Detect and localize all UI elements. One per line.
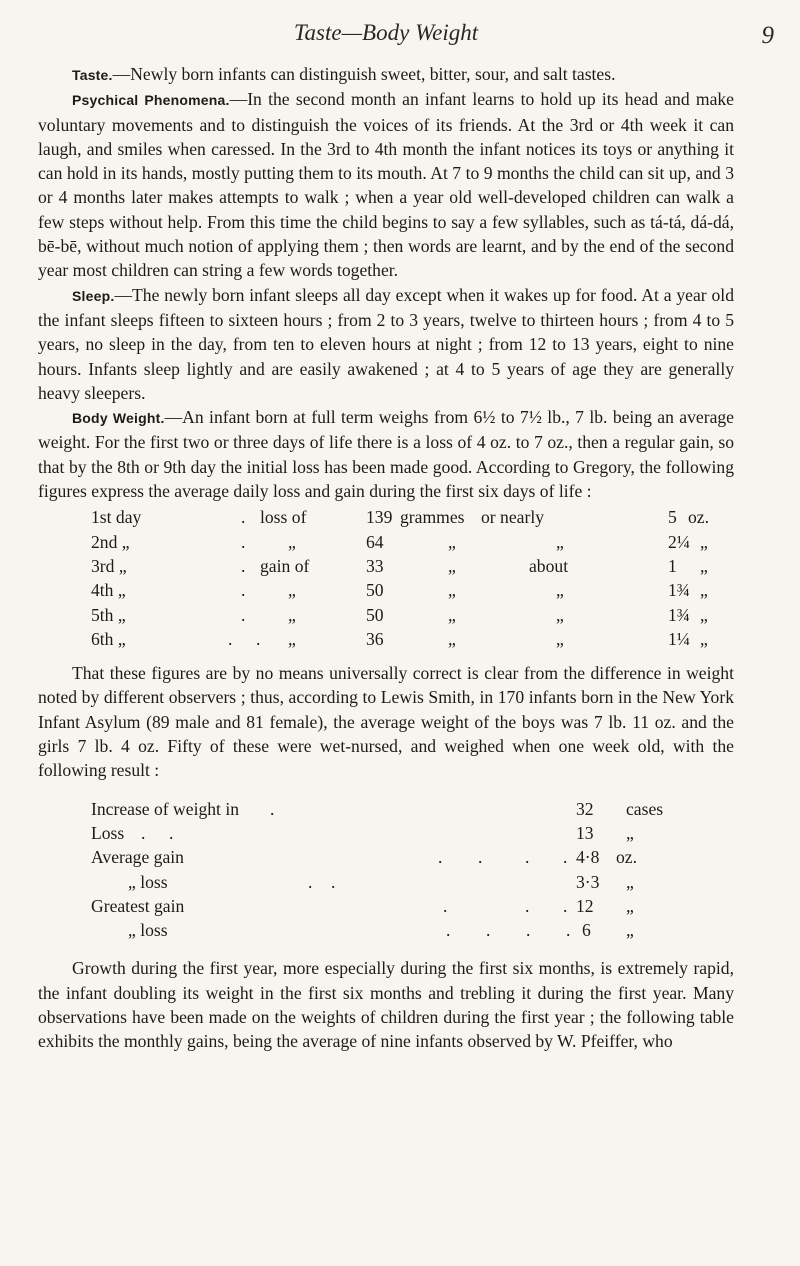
table-leader-dot: . [525,847,530,868]
psychical-paragraph [38,87,734,282]
table-leader-dot: . [256,628,261,649]
table-cell-oz-unit: „ [700,604,708,625]
table-row [38,505,734,529]
table-row [38,603,734,627]
lewis-smith-paragraph: That these figures are by no means universally correct is clear from the difference in weight noted by different observers ; thus, according to Lewis Smith, in 170 infants born in the New York Infant Asylum (89 male and 81 female), the average weight of the boys was 7 lb. 11 oz. and the girls 7 lb. 4 oz. Fifty of these were wet-nursed, and weighed when one week old, with the following result : [38,663,734,781]
table-cell-approx: „ [556,628,564,649]
table-cell-unit: grammes [400,507,465,528]
table-leader-dot: . [241,604,246,625]
table-cell-value: 12 [576,895,594,916]
table-cell-oz-unit: „ [700,531,708,552]
table-cell-grammes: 139 [366,507,393,528]
table-cell-day: 6th „ [91,628,126,649]
table-row [38,530,734,554]
table-row [38,894,734,918]
table-leader-dot: . [563,895,568,916]
table-cell-unit: cases [626,798,664,819]
psychical-text: —In the second month an infant learns to hold up its head and make voluntary movements and to distinguish the voices of its friends. At the 3rd or 4th week it can laugh, and smiles when caressed. In the 3rd to 4th month the infant notices its toys or anything it can hold in its hands, mostly putting them to its mouth. At 7 to 9 months the child can sit up, and 3 or 4 months later makes attempts to walk ; when a year old well-developed children can walk a few steps without help. From this time the child begins to say a few syllables, such as tá-tá, dá-dá, bē-bē, without much notion of applying them ; then words are learnt, and by the end of the second year most children can string a few words together. [38,89,734,281]
table-leader-dot: . [241,531,246,552]
growth-paragraph: Growth during the first year, more especially during the first six months, is extremely rapid, the infant doubling its weight in the first six months and trebling it during the first year. Many observations have been made on the weights of children during the first year ; the following table exhibits the monthly gains, being the average of nine infants observed by W. Pfeiffer, who [38,958,734,1052]
table-cell-label: Increase of weight in [91,798,240,819]
table-leader-dot: . [443,895,448,916]
table-cell-unit: „ [448,531,456,552]
table-cell-unit: „ [626,871,634,892]
table-cell-day: 2nd „ [91,531,130,552]
table-row [38,918,734,942]
table-cell-unit: „ [448,580,456,601]
table-leader-dot: . [525,895,530,916]
table-leader-dot: . [169,822,174,843]
running-title: Taste—Body Weight [293,20,479,45]
table-leader-dot: . [566,920,571,941]
table-cell-day: 1st day [91,507,142,528]
taste-heading: Taste. [72,67,113,83]
table-cell-value: 32 [576,798,594,819]
sleep-paragraph [38,283,734,405]
taste-paragraph [38,62,734,87]
table-cell-grammes: 33 [366,555,384,576]
table-cell-oz: 1¾ [668,580,690,601]
table-cell-approx: about [529,555,569,576]
table-cell-change: gain of [260,555,310,576]
table-row [38,870,734,894]
table-cell-oz-unit: oz. [688,507,710,528]
table-cell-oz-unit: „ [700,628,708,649]
table-cell-value: 3·3 [576,871,600,892]
table-cell-oz: 1 [668,555,677,576]
table-leader-dot: . [270,798,275,819]
table-cell-approx: „ [556,580,564,601]
sleep-text: —The newly born infant sleeps all day except when it wakes up for food. At a year old the infant sleeps fifteen to sixteen hours ; from 2 to 3 years, twelve to thirteen hours ; from 4 to 5 years, no sleep in the day, from ten to eleven hours at night ; from 12 to 13 years, eight to nine hours. Infants sleep lightly and are easily awakened ; at 4 to 5 years of age they are generally heavy sleepers. [38,284,734,403]
table-leader-dot: . [228,628,233,649]
table-cell-change: „ [288,628,296,649]
table-cell-approx: or nearly [481,507,545,528]
table-row [38,797,734,821]
table-row [38,845,734,869]
table-leader-dot: . [526,920,531,941]
table-cell-day: 3rd „ [91,555,127,576]
table-cell-unit: „ [448,604,456,625]
body-weight-paragraph [38,405,734,503]
table-cell-unit: „ [626,822,634,843]
table-leader-dot: . [241,580,246,601]
table-cell-day: 4th „ [91,580,126,601]
table-cell-unit: oz. [616,847,638,868]
table-cell-oz-unit: „ [700,555,708,576]
table-leader-dot: . [241,507,246,528]
psychical-heading: Psychical Phenomena. [72,92,230,109]
table-cell-label: Loss [91,822,125,843]
table-cell-oz-unit: „ [700,580,708,601]
wet-nursed-result-table [38,797,734,943]
table-cell-change: „ [288,580,296,601]
table-cell-label: Average gain [91,847,184,868]
table-row [38,578,734,602]
table-cell-grammes: 64 [366,531,384,552]
table-leader-dot: . [241,555,246,576]
table-leader-dot: . [563,847,568,868]
table-cell-grammes: 50 [366,580,384,601]
table-leader-dot: . [446,920,451,941]
table-cell-unit: „ [448,555,456,576]
table-leader-dot: . [141,822,146,843]
table-cell-value: 13 [576,822,594,843]
table-cell-unit: „ [626,895,634,916]
body-weight-text: —An infant born at full term weighs from 6½ to 7½ lb., 7 lb. being an average weight. For the first two or three days of life there is a loss of 4 oz. to 7 oz., then a regular gain, so that by the 8th or 9th day the initial loss has been made good. According to Gregory, the following figures express the average daily loss and gain during the first six days of life : [38,407,734,502]
table-cell-value: 6 [582,920,591,941]
running-header [38,0,774,62]
table-cell-oz: 1¾ [668,604,690,625]
table-leader-dot: . [438,847,443,868]
table-cell-unit: „ [626,920,634,941]
table-cell-grammes: 36 [366,628,384,649]
daily-loss-gain-table [38,505,734,651]
table-cell-change: „ [288,531,296,552]
body-weight-heading: Body Weight. [72,410,165,427]
table-cell-change: loss of [260,507,307,528]
table-cell-change: „ [288,604,296,625]
table-row [38,554,734,578]
taste-text: —Newly born infants can distinguish sweet, bitter, sour, and salt tastes. [112,64,616,84]
table-cell-oz: 2¼ [668,531,690,552]
table-cell-day: 5th „ [91,604,126,625]
table-leader-dot: . [478,847,483,868]
table-cell-label: „ loss [128,920,168,941]
table-cell-unit: „ [448,628,456,649]
table-cell-oz: 1¼ [668,628,690,649]
table-leader-dot: . [308,871,313,892]
table-row [38,821,734,845]
table-cell-approx: „ [556,604,564,625]
table-cell-label: „ loss [128,871,168,892]
table-leader-dot: . [486,920,491,941]
table-cell-approx: „ [556,531,564,552]
sleep-heading: Sleep. [72,287,115,304]
table-cell-value: 4·8 [576,847,600,868]
table-cell-oz: 5 [668,507,677,528]
table-cell-label: Greatest gain [91,895,185,916]
page-number: 9 [761,22,774,49]
table-row [38,627,734,651]
table-cell-grammes: 50 [366,604,384,625]
table-leader-dot: . [331,871,336,892]
